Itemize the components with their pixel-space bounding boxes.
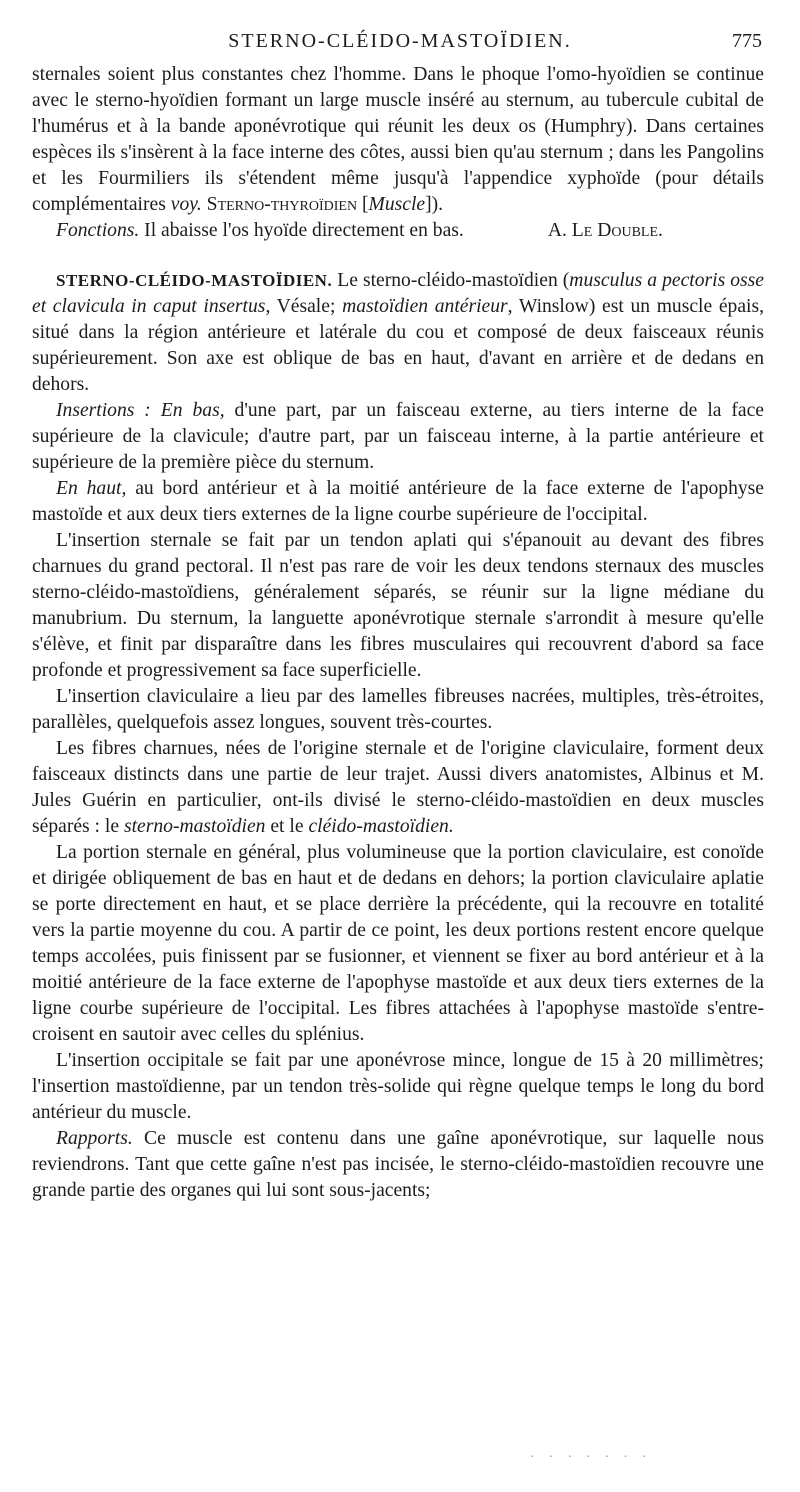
fibres-and: et le [270,816,304,837]
en-haut-text: au bord antérieur et à la moitié antérieure de la face externe de l'apophyse mastoïde et aux deux tiers externes de la ligne courbe supérieure de l'occipital. [32,478,764,525]
author-name: Le Double. [571,220,663,241]
scan-marks: ······· [530,1450,661,1465]
en-bas-label: En bas, [160,400,225,421]
intro-winslow-term: mastoïdien antérieur [342,296,508,317]
continuation-text: sternales soient plus constantes chez l'homme. Dans le phoque l'omo-hyoïdien se continue avec le sterno-hyoïdien formant un large muscle inséré au sternum, au tubercule cubital de l'humérus et à la bande aponévrotique qui réunit les deux os (Humphry). Dans certaines espèces ils s'insèrent à la face interne des côtes, aussi bien qu'au sternum ; dans les Pangolins et les Fourmiliers ils s'étendent même jusqu'à l'appendice xyphoïde (pour détails complémentaires [32,64,764,215]
paragraph-claviculaire: L'insertion claviculaire a lieu par des lamelles fibreuses nacrées, multiples, très-étroites, parallèles, quelquefois assez longues, souvent très-courtes. [32,686,764,733]
paragraph-rapports [32,1126,764,1204]
intro-latin: musculus a pectoris osse et clavicula in caput insertus [32,270,764,317]
article-headword: STERNO-CLÉIDO-MASTOÏDIEN. [56,271,333,290]
en-haut-label: En haut, [56,478,127,499]
cross-reference: Sterno-thyroïdien [206,194,358,215]
paragraph-fonctions [32,218,764,244]
paragraph-fibres [32,736,764,840]
intro-text-1: Le sterno-cléido-mastoïdien ( [337,270,570,291]
rapports-label: Rapports. [56,1128,133,1149]
fibres-text: Les fibres charnues, nées de l'origine sternale et de l'origine claviculaire, forment deux faisceaux distincts dans une partie de leur trajet. Aussi divers anatomistes, Albinus et M. Jules Guérin en particulier, ont-ils divisé le sterno-cléido-mastoïdien en deux muscles séparés : le [32,738,764,837]
voy-abbrev: voy. [170,194,202,215]
body-text [32,62,764,1204]
paragraph-portion: La portion sternale en général, plus volumineuse que la portion claviculaire, est conoïde et dirigée obliquement de bas en haut et de dedans en dehors; la portion claviculaire aplatie se porte directement en haut, et se place derrière la précédente, qui la recouvre en totalité vers la partie moyenne du cou. A partir de ce point, les deux portions restent encore quelque temps accolées, puis finissent par se fusionner, et viennent se fixer au bord antérieur et à la moitié antérieure de la face externe de l'apophyse mastoïde et aux deux tiers externes de la ligne courbe supérieure de l'occipital. Les fibres attachées à l'apophyse mastoïde s'entre-croisent en sautoir avec celles du splénius. [32,842,764,1045]
page-number: 775 [732,30,762,52]
rapports-text: Ce muscle est contenu dans une gaîne aponévrotique, sur laquelle nous reviendrons. Tant que cette gaîne n'est pas incisée, le sterno-cléido-mastoïdien recouvre une grande partie des organes qui lui sont sous-jacents; [32,1128,764,1201]
paragraph-en-haut [32,476,764,528]
page-header [32,30,768,60]
fibres-term-2: cléido-mastoïdien. [308,816,454,837]
paragraph-occipitale: L'insertion occipitale se fait par une aponévrose mince, longue de 15 à 20 millimètres; l'insertion mastoïdienne, par un tendon très-solide qui règne quelque temps le long du bord antérieur du muscle. [32,1050,764,1123]
paragraph-insertions [32,398,764,476]
paragraph-sternale: L'insertion sternale se fait par un tendon aplati qui s'épanouit au devant des fibres charnues du grand pectoral. Il n'est pas rare de voir les deux tendons sternaux des muscles sterno-cléido-mastoïdiens, généralement séparés, se réunir sur la ligne médiane du manubrium. Du sternum, la languette aponévrotique sternale s'arrondit à mesure qu'elle s'élève, et finit par disparaître dans les fibres musculaires qui recouvrent d'abord sa face profonde et progressivement sa face superficielle. [32,530,764,681]
fibres-term-1: sterno-mastoïdien [123,816,266,837]
fonctions-label: Fonctions. [56,220,140,241]
running-head: STERNO-CLÉIDO-MASTOÏDIEN. [228,30,572,52]
author-signature [524,218,663,244]
insertions-text: d'une part, par un faisceau externe, au tiers interne de la face supérieure de la clavicule; d'autre part, par un faisceau interne, à la partie antérieure et supérieure de la première pièce du sternum. [32,400,765,473]
intro-text-3: , Winslow) est un muscle épais, situé dans la région antérieure et latérale du cou et composé de deux faisceaux réunis supérieurement. Son axe est oblique de bas en haut, d'avant en arrière et de dedans en dehors. [32,296,765,395]
paragraph-continuation: sternales soient plus constantes chez l'homme. Dans le phoque l'omo-hyoïdien se continue avec le sterno-hyoïdien formant un large muscle inséré au sternum, au tubercule cubital de l'humérus et à la bande aponévrotique qui réunit les deux os (Humphry). Dans certaines espèces ils s'insèrent à la face interne des côtes, aussi bien qu'au sternum ; dans les Pangolins et les Fourmiliers ils s'étendent même jusqu'à l'appendice xyphoïde (pour détails complémentaires voy. Sterno-thyroïdien [Muscle]). [32,64,764,215]
fonctions-text: Il abaisse l'os hyoïde directement en bas. [144,220,464,241]
author-initial: A. [547,220,567,241]
paragraph-intro [32,268,764,398]
cross-reference-bracket: Muscle [368,194,426,215]
intro-text-2: , Vésale; [265,296,336,317]
insertions-label: Insertions : [56,400,151,421]
